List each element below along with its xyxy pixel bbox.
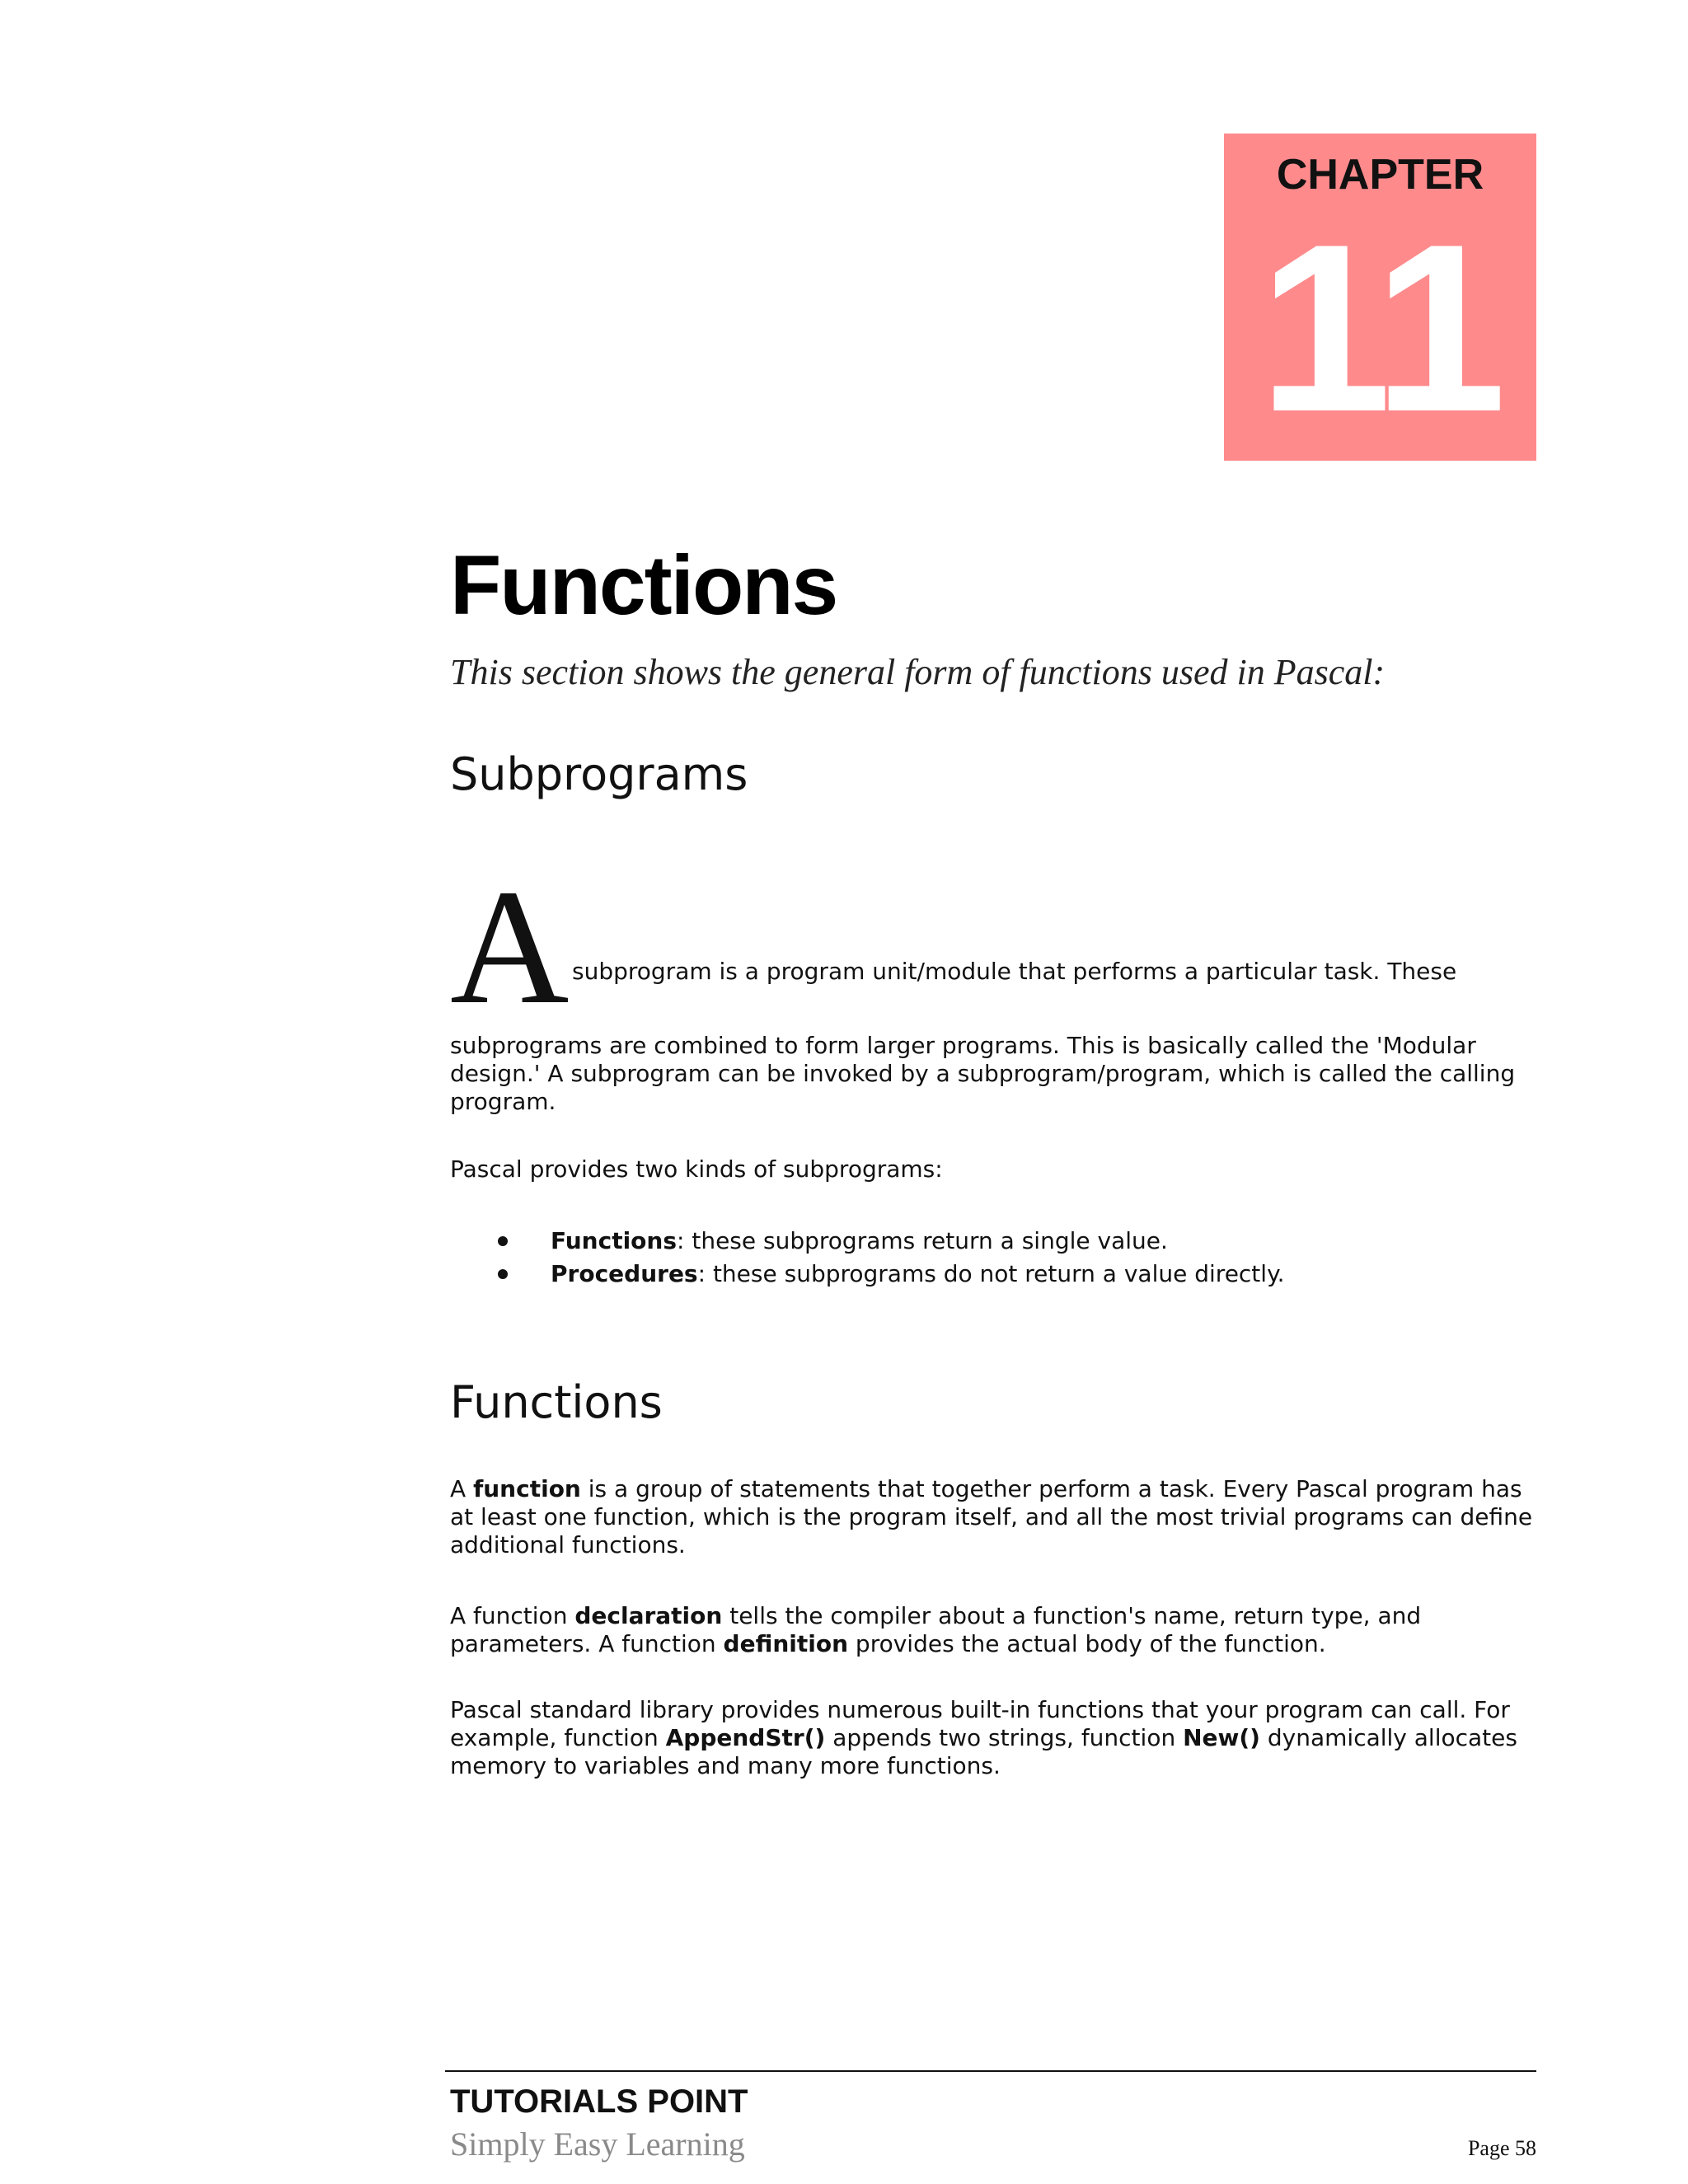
page-number: Page 58 (1467, 2136, 1536, 2160)
term-definition: definition (723, 1630, 849, 1657)
list-item-term: Functions (551, 1227, 678, 1254)
list-item (495, 1225, 1285, 1258)
intro-text: This section shows the general form of functions used in Pascal: (450, 652, 1386, 692)
term-appendstr: AppendStr() (665, 1724, 826, 1751)
bullet-icon (498, 1269, 508, 1279)
term-new: New() (1183, 1724, 1260, 1751)
list-item-term: Procedures (551, 1260, 698, 1287)
paragraph-subprogram-first-line: subprogram is a program unit/module that performs a particular task. These (572, 958, 1457, 985)
list-item (495, 1258, 1285, 1291)
paragraph-builtin-functions: Pascal standard library provides numerous built-in functions that your program can call. For example, function AppendStr() appends two strings, function New() dynamically allocates memory to variables and many more functions. (450, 1696, 1517, 1779)
paragraph-subprogram: subprograms are combined to form larger programs. This is basically called the 'Modular design.' A subprogram can be invoked by a subprogram/program, which is called the calling program. (450, 1032, 1516, 1115)
chapter-label: CHAPTER (1276, 151, 1484, 199)
bullet-icon (498, 1236, 508, 1246)
footer-brand: TUTORIALS POINT (450, 2083, 748, 2120)
heading-subprograms: Subprograms (450, 748, 748, 800)
term-function: function (473, 1475, 581, 1502)
paragraph-function-definition: A function is a group of statements that together perform a task. Every Pascal program has at least one function, which is the program itself, and all the most trivial programs can define additional functions. (450, 1475, 1533, 1558)
chapter-box (1224, 134, 1536, 461)
subprogram-kinds-list (495, 1225, 1285, 1291)
list-item-text: : these subprograms do not return a value directly. (697, 1260, 1285, 1287)
heading-functions: Functions (450, 1376, 663, 1428)
page-title: Functions (450, 538, 837, 632)
footer-divider (445, 2070, 1536, 2072)
drop-cap: A (450, 856, 570, 1038)
paragraph-subprogram-kinds: Pascal provides two kinds of subprograms: (450, 1155, 943, 1183)
term-declaration: declaration (574, 1602, 723, 1629)
footer-tagline: Simply Easy Learning (450, 2125, 745, 2163)
list-item-text: : these subprograms return a single value. (677, 1227, 1168, 1254)
chapter-number: 11 (1259, 194, 1502, 462)
paragraph-function-declaration: A function declaration tells the compiler about a function's name, return type, and parameters. A function definition provides the actual body of the function. (450, 1602, 1422, 1657)
